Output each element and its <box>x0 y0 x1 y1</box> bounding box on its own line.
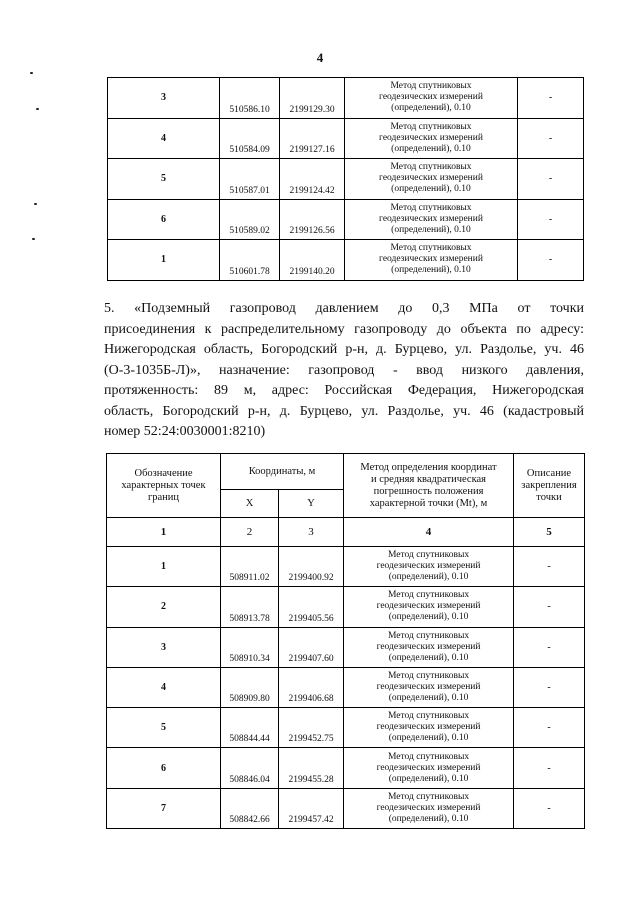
table-row <box>108 78 584 119</box>
method-line: (определений), 0.10 <box>391 224 471 235</box>
coordinate-y: 2199126.56 <box>280 199 345 240</box>
coordinate-y: 2199457.42 <box>279 788 344 828</box>
point-number: 6 <box>107 748 221 788</box>
paragraph-line: (О-3-1035Б-Л)», назначение: газопровод - ввод низкого давления, <box>104 362 584 378</box>
coordinate-x: 508909.80 <box>221 667 279 707</box>
method-line: Метод спутниковых <box>387 671 470 682</box>
coordinates-table-body <box>108 78 584 281</box>
method-line: Метод спутниковых <box>390 81 472 92</box>
header-y: Y <box>279 490 344 518</box>
method-line: (определений), 0.10 <box>388 733 469 744</box>
method-line: геодезических измерений <box>379 92 483 103</box>
header-x: X <box>221 490 279 518</box>
coordinate-y: 2199452.75 <box>279 708 344 748</box>
boundary-points-body <box>107 547 585 829</box>
scan-speck <box>30 72 33 74</box>
coordinate-x: 508846.04 <box>221 748 279 788</box>
point-number: 3 <box>108 78 220 119</box>
fixing-description: - <box>514 667 585 707</box>
method-line: геодезических измерений <box>376 561 481 572</box>
method-line: (определений), 0.10 <box>391 143 471 154</box>
method-line: Метод спутниковых <box>387 711 470 722</box>
coordinate-y: 2199406.68 <box>279 667 344 707</box>
point-number: 1 <box>107 547 221 587</box>
method-cell <box>345 240 518 281</box>
method-line: Метод спутниковых <box>387 550 470 561</box>
column-number: 4 <box>344 518 514 547</box>
coordinate-x: 510586.10 <box>220 78 280 119</box>
header-line: погрешность положения <box>373 485 484 497</box>
method-cell <box>344 708 514 748</box>
method-line: (определений), 0.10 <box>388 773 469 784</box>
header-line: закрепления <box>521 479 577 491</box>
coordinate-x: 510601.78 <box>220 240 280 281</box>
paragraph-line: 5. «Подземный газопровод давлением до 0,3 МПа от точки <box>104 301 584 316</box>
point-number: 3 <box>107 627 221 667</box>
fixing-description: - <box>518 159 584 200</box>
method-line: Метод спутниковых <box>387 630 470 641</box>
fixing-description: - <box>518 118 584 159</box>
fixing-description: - <box>514 587 585 627</box>
header-line: Описание <box>526 467 572 479</box>
method-cell <box>345 78 518 119</box>
header-coordinates: Координаты, м <box>221 454 344 490</box>
method-line: (определений), 0.10 <box>391 184 471 195</box>
point-number: 4 <box>108 118 220 159</box>
table-row <box>108 240 584 281</box>
coordinate-x: 508910.34 <box>221 627 279 667</box>
column-number: 2 <box>221 518 279 547</box>
method-line: геодезических измерений <box>376 682 481 693</box>
scan-speck <box>34 203 37 205</box>
table-row <box>107 627 585 667</box>
fixing-description: - <box>514 547 585 587</box>
method-line: (определений), 0.10 <box>388 612 469 623</box>
coordinate-y: 2199129.30 <box>280 78 345 119</box>
paragraph-line: Нижегородская область, Богородский р-н, д. Бурцево, ул. Раздолье, уч. 46 <box>104 342 584 357</box>
point-number: 7 <box>107 788 221 828</box>
method-line: (определений), 0.10 <box>388 572 469 583</box>
fixing-description: - <box>514 788 585 828</box>
header-line: Метод определения координат <box>360 461 497 473</box>
method-line: геодезических измерений <box>376 802 481 813</box>
table-row <box>108 159 584 200</box>
method-line: геодезических измерений <box>376 641 481 652</box>
paragraph-line: область, Богородский р-н, д. Бурцево, ул. Раздолье, уч. 46 (кадастровый <box>104 403 584 419</box>
method-line: геодезических измерений <box>376 601 481 612</box>
point-number: 5 <box>108 159 220 200</box>
method-line: Метод спутниковых <box>390 243 472 254</box>
point-number: 5 <box>107 708 221 748</box>
method-cell <box>344 627 514 667</box>
coordinate-x: 508842.66 <box>221 788 279 828</box>
method-line: Метод спутниковых <box>390 162 472 173</box>
method-line: геодезических измерений <box>379 213 483 224</box>
header-fixing-description <box>514 454 585 518</box>
header-line: Обозначение <box>134 467 193 479</box>
method-cell <box>344 587 514 627</box>
method-line: (определений), 0.10 <box>388 813 469 824</box>
method-line: геодезических измерений <box>379 254 483 265</box>
coordinate-y: 2199405.56 <box>279 587 344 627</box>
method-line: (определений), 0.10 <box>391 265 471 276</box>
method-line: геодезических измерений <box>376 722 481 733</box>
header-line: точки <box>536 491 562 503</box>
header-line: характерной точки (Mt), м <box>369 497 488 509</box>
column-number: 3 <box>279 518 344 547</box>
page-number: 4 <box>316 50 324 65</box>
table-row <box>108 118 584 159</box>
method-line: (определений), 0.10 <box>388 693 469 704</box>
column-number: 1 <box>107 518 221 547</box>
section-5-description <box>104 299 584 443</box>
column-number: 5 <box>514 518 585 547</box>
coordinate-x: 508844.44 <box>221 708 279 748</box>
method-line: геодезических измерений <box>379 132 483 143</box>
method-line: геодезических измерений <box>379 173 483 184</box>
coordinate-y: 2199455.28 <box>279 748 344 788</box>
method-cell <box>345 118 518 159</box>
coordinate-x: 510587.01 <box>220 159 280 200</box>
table-row <box>107 708 585 748</box>
method-line: геодезических измерений <box>376 762 481 773</box>
method-cell <box>344 667 514 707</box>
paragraph-line: номер 52:24:0030001:8210) <box>104 424 266 439</box>
header-method <box>344 454 514 518</box>
method-cell <box>344 748 514 788</box>
fixing-description: - <box>514 748 585 788</box>
table-row <box>107 587 585 627</box>
coordinate-x: 508911.02 <box>221 547 279 587</box>
scan-speck <box>36 108 39 110</box>
method-cell <box>344 788 514 828</box>
fixing-description: - <box>518 240 584 281</box>
fixing-description: - <box>518 199 584 240</box>
header-line: характерных точек <box>121 479 206 491</box>
boundary-points-table <box>106 453 585 829</box>
point-number: 1 <box>108 240 220 281</box>
fixing-description: - <box>518 78 584 119</box>
coordinate-y: 2199127.16 <box>280 118 345 159</box>
table-row <box>107 547 585 587</box>
method-cell <box>345 159 518 200</box>
method-line: (определений), 0.10 <box>388 652 469 663</box>
header-line: границ <box>147 491 180 503</box>
point-number: 6 <box>108 199 220 240</box>
coordinate-y: 2199124.42 <box>280 159 345 200</box>
method-cell <box>344 547 514 587</box>
coordinate-y: 2199140.20 <box>280 240 345 281</box>
coordinate-x: 510589.02 <box>220 199 280 240</box>
table-row <box>107 748 585 788</box>
scan-speck <box>32 238 35 240</box>
paragraph-line: присоединения к распределительному газопроводу до объекта по адресу: <box>104 321 584 337</box>
method-line: Метод спутниковых <box>390 202 472 213</box>
paragraph-line: протяженность: 89 м, адрес: Российская Федерация, Нижегородская <box>104 383 584 398</box>
coordinate-x: 508913.78 <box>221 587 279 627</box>
table-row <box>108 199 584 240</box>
point-number: 4 <box>107 667 221 707</box>
fixing-description: - <box>514 708 585 748</box>
header-point-designation <box>107 454 221 518</box>
method-line: Метод спутниковых <box>387 590 470 601</box>
table-row <box>107 788 585 828</box>
fixing-description: - <box>514 627 585 667</box>
method-line: Метод спутниковых <box>387 751 470 762</box>
coordinate-y: 2199400.92 <box>279 547 344 587</box>
method-line: Метод спутниковых <box>390 121 472 132</box>
coordinate-y: 2199407.60 <box>279 627 344 667</box>
header-line: и средняя квадратическая <box>371 473 487 485</box>
point-number: 2 <box>107 587 221 627</box>
coordinate-x: 510584.09 <box>220 118 280 159</box>
method-cell <box>345 199 518 240</box>
method-line: (определений), 0.10 <box>391 103 471 114</box>
coordinates-table-continued <box>107 77 584 281</box>
method-line: Метод спутниковых <box>387 791 470 802</box>
table-row <box>107 667 585 707</box>
